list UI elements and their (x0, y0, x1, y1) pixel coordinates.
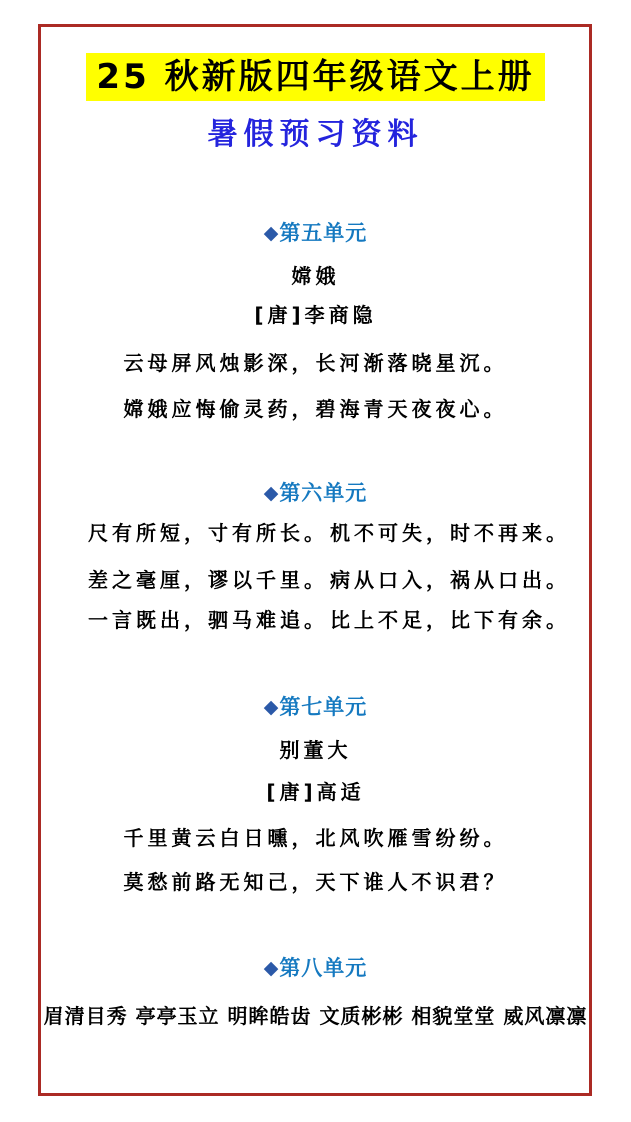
section-heading-label-unit7: 第七单元 (279, 695, 368, 719)
poem-title-change: 嫦娥 (291, 264, 340, 288)
proverb-row (38, 604, 592, 633)
section-heading-label-unit8: 第八单元 (279, 956, 368, 980)
section-heading-unit7 (0, 691, 631, 721)
proverb-left: 差之毫厘，谬以千里。 (88, 568, 328, 592)
proverb-right: 病从口入，祸从口出。 (330, 568, 570, 592)
proverb-row (38, 517, 592, 546)
section-heading-unit5 (0, 217, 631, 247)
page-border-frame (38, 24, 592, 1096)
proverb-left: 尺有所短，寸有所长。 (88, 521, 328, 545)
proverb-right: 机不可失，时不再来。 (330, 521, 570, 545)
diamond-icon: ◆ (263, 957, 280, 979)
section-heading-label-unit5: 第五单元 (279, 221, 368, 245)
poem-line: 千里黄云白日曛，北风吹雁雪纷纷。 (123, 826, 508, 850)
page-subtitle: 暑假预习资料 (207, 117, 424, 152)
section-heading-unit8 (0, 952, 631, 982)
poem-title-biedongda: 别董大 (279, 738, 352, 762)
idioms-line: 眉清目秀 亭亭玉立 明眸皓齿 文质彬彬 相貌堂堂 威风凛凛 (43, 1004, 588, 1028)
poem-author-gaoshi: [唐]高适 (266, 780, 365, 804)
section-heading-label-unit6: 第六单元 (279, 481, 368, 505)
poem-line: 云母屏风烛影深，长河渐落晓星沉。 (123, 351, 508, 375)
diamond-icon: ◆ (263, 482, 280, 504)
page-title: 25 秋新版四年级语文上册 (86, 53, 544, 101)
poem-line: 嫦娥应悔偷灵药，碧海青天夜夜心。 (123, 397, 508, 421)
diamond-icon: ◆ (263, 696, 280, 718)
proverb-left: 一言既出，驷马难追。 (88, 608, 328, 632)
poem-author-lishangyin: [唐]李商隐 (254, 303, 377, 327)
diamond-icon: ◆ (263, 222, 280, 244)
page-title-row (0, 53, 631, 101)
proverb-right: 比上不足，比下有余。 (330, 608, 570, 632)
proverb-row (38, 564, 592, 593)
section-heading-unit6 (0, 477, 631, 507)
poem-line: 莫愁前路无知己，天下谁人不识君？ (123, 870, 508, 894)
